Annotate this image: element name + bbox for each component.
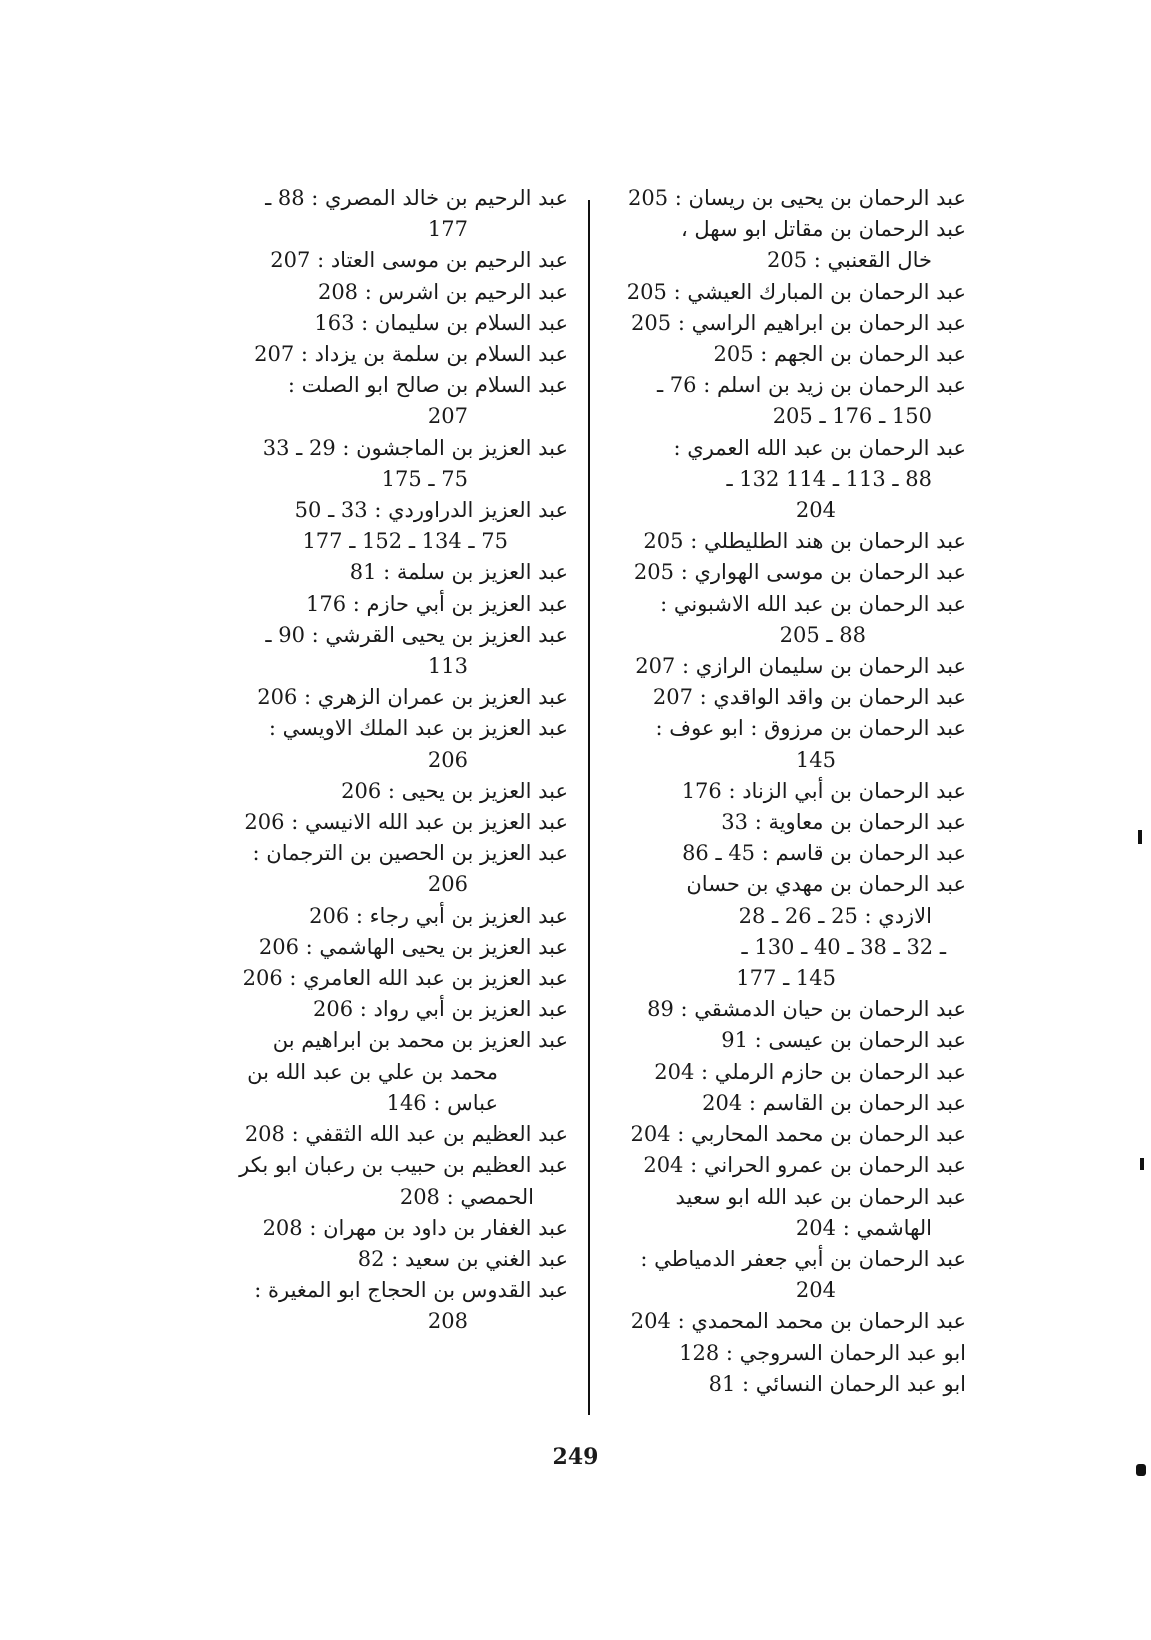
index-entry-continuation: 204 xyxy=(795,498,836,523)
index-entry: عبد العزيز بن الماجشون : 29 ـ 33 xyxy=(262,435,568,460)
index-entry-continuation: 145 ـ 177 xyxy=(736,966,836,991)
index-entry-continuation: 207 xyxy=(427,404,468,429)
index-entry: عبد العزيز بن أبي رواد : 206 xyxy=(313,997,568,1022)
column-divider xyxy=(588,200,590,1415)
index-entry: عبد الرحمان بن عمرو الحراني : 204 xyxy=(643,1153,966,1178)
index-entry-continuation: الهاشمي : 204 xyxy=(795,1215,932,1240)
index-entry: عبد الرحمان بن مقاتل ابو سهل ، xyxy=(680,217,966,242)
index-entry: عبد الرحمان بن زيد بن اسلم : 76 ـ xyxy=(656,373,966,398)
index-entry: عبد الرحمان بن يحيى بن ريسان : 205 xyxy=(628,186,966,210)
index-entry: عبد الرحيم بن خالد المصري : 88 ـ xyxy=(265,186,568,210)
index-entry: عبد العزيز الدراوردي : 33 ـ 50 xyxy=(294,498,568,523)
index-entry: عبد الغني بن سعيد : 82 xyxy=(357,1246,568,1271)
index-entry: عبد الرحيم بن اشرس : 208 xyxy=(317,279,568,304)
index-entry-continuation: 75 ـ 134 ـ 152 ـ 177 xyxy=(302,529,508,554)
index-entry: عبد الغفار بن داود بن مهران : 208 xyxy=(262,1215,568,1240)
index-entry: عبد الرحمان بن ابراهيم الراسي : 205 xyxy=(631,310,966,335)
index-entry-continuation: محمد بن علي بن عبد الله بن xyxy=(247,1059,498,1084)
index-entry: عبد الرحمان بن حيان الدمشقي : 89 xyxy=(647,997,966,1022)
index-entry: عبد الرحمان بن قاسم : 45 ـ 86 xyxy=(682,841,966,866)
index-entry: عبد الرحمان بن واقد الواقدي : 207 xyxy=(652,685,966,710)
index-entry-continuation: 204 xyxy=(795,1278,836,1303)
index-entry: عبد العزيز بن يحيى الهاشمي : 206 xyxy=(258,934,568,959)
index-entry: عبد السلام بن سليمان : 163 xyxy=(314,310,568,335)
index-entry: عبد العزيز بن أبي حازم : 176 xyxy=(305,591,568,616)
index-entry-continuation: 145 xyxy=(795,747,836,772)
index-entry: عبد الرحمان بن موسى الهواري : 205 xyxy=(633,560,966,585)
index-entry: عبد العزيز بن الحصين بن الترجمان : xyxy=(252,841,568,866)
scan-mark xyxy=(1136,1464,1146,1476)
index-entry: ابو عبد الرحمان السروجي : 128 xyxy=(679,1340,966,1365)
index-entry: عبد الرحمان بن الجهم : 205 xyxy=(713,342,966,367)
index-entry: عبد العزيز بن أبي رجاء : 206 xyxy=(309,903,568,928)
index-entry: عبد السلام بن سلمة بن يزداد : 207 xyxy=(254,342,568,367)
index-entry-continuation: 208 xyxy=(427,1309,468,1334)
index-entry: عبد القدوس بن الحجاج ابو المغيرة : xyxy=(254,1278,568,1303)
index-entry-continuation: عباس : 146 xyxy=(386,1090,498,1115)
index-entry-continuation: 75 ـ 175 xyxy=(381,466,468,491)
index-entry-continuation: 206 xyxy=(427,747,468,772)
index-entry: عبد العظيم بن حبيب بن رعبان ابو بكر xyxy=(239,1153,568,1178)
index-entry-continuation: 206 xyxy=(427,872,468,897)
index-entry: عبد الرحمان بن أبي الزناد : 176 xyxy=(681,778,966,803)
index-entry: عبد الرحمان بن عيسى : 91 xyxy=(721,1028,966,1053)
index-entry: عبد العزيز بن عبد الله الانيسي : 206 xyxy=(244,810,568,835)
index-entry-continuation: 177 xyxy=(427,217,468,242)
index-entry: عبد الرحمان بن سليمان الرازي : 207 xyxy=(635,654,966,679)
index-entry: عبد الرحمان بن المبارك العيشي : 205 xyxy=(626,279,966,304)
index-entry-continuation: الحمصي : 208 xyxy=(399,1184,534,1209)
index-entry: عبد الرحمان بن عبد الله العمري : xyxy=(673,435,966,460)
index-entry: عبد الرحمان بن أبي جعفر الدمياطي : xyxy=(640,1246,966,1271)
index-entry: عبد الرحمان بن القاسم : 204 xyxy=(702,1090,966,1115)
index-entry: عبد الرحمان بن معاوية : 33 xyxy=(721,810,966,835)
index-entry: عبد العزيز بن محمد بن ابراهيم بن xyxy=(272,1028,568,1053)
index-entry: عبد العظيم بن عبد الله الثقفي : 208 xyxy=(244,1122,568,1147)
page-number: 249 xyxy=(552,1444,599,1470)
index-entry: عبد السلام بن صالح ابو الصلت : xyxy=(287,373,568,398)
index-entry: عبد الرحمان بن مرزوق : ابو عوف : xyxy=(655,716,966,741)
index-entry: عبد العزيز بن يحيى القرشي : 90 ـ xyxy=(265,622,568,647)
index-entry-continuation: ـ 32 ـ 38 ـ 40 ـ 130 ـ xyxy=(741,934,946,959)
index-entry: عبد الرحمان بن محمد المحمدي : 204 xyxy=(630,1309,966,1334)
index-entry-continuation: 150 ـ 176 ـ 205 xyxy=(772,404,932,429)
scan-mark xyxy=(1138,830,1142,844)
index-entry: عبد الرحمان بن محمد المحاربي : 204 xyxy=(630,1122,966,1147)
index-column-right xyxy=(606,183,966,1400)
index-entry: ابو عبد الرحمان النسائي : 81 xyxy=(708,1371,966,1396)
index-entry-continuation: الازدي : 25 ـ 26 ـ 28 xyxy=(738,903,932,928)
index-column-left xyxy=(218,183,568,1338)
index-entry: عبد العزيز بن يحيى : 206 xyxy=(341,778,568,803)
scan-mark xyxy=(1140,1158,1144,1170)
index-entry: عبد الرحمان بن هند الطليطلي : 205 xyxy=(643,529,966,554)
index-entry: عبد العزيز بن عبد الله العامري : 206 xyxy=(242,966,568,991)
index-entry: عبد الرحيم بن موسى العتاد : 207 xyxy=(270,248,568,273)
index-entry: عبد العزيز بن عبد الملك الاويسي : xyxy=(268,716,568,741)
index-entry: عبد الرحمان بن حازم الرملي : 204 xyxy=(654,1059,966,1084)
index-entry: عبد الرحمان بن عبد الله الاشبوني : xyxy=(660,591,966,616)
index-entry: عبد العزيز بن عمران الزهري : 206 xyxy=(257,685,568,710)
index-entry: عبد الرحمان بن مهدي بن حسان xyxy=(686,872,966,897)
index-entry: عبد العزيز بن سلمة : 81 xyxy=(349,560,568,585)
index-entry-continuation: خال القعنبي : 205 xyxy=(767,248,932,273)
index-entry-continuation: 88 ـ 113 ـ 114 132 ـ xyxy=(726,466,932,491)
index-entry-continuation: 113 xyxy=(427,654,468,679)
index-entry: عبد الرحمان بن عبد الله ابو سعيد xyxy=(675,1184,966,1209)
index-entry-continuation: 88 ـ 205 xyxy=(779,622,866,647)
